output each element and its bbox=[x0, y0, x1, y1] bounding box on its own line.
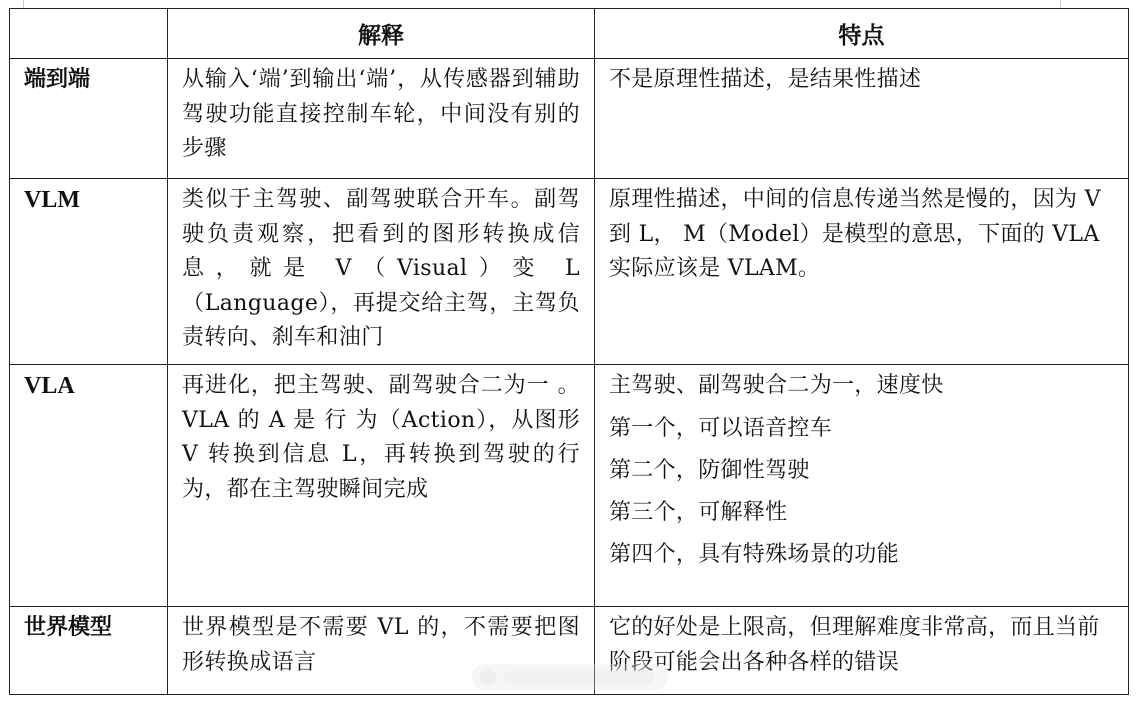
features-clip bbox=[609, 611, 1118, 681]
term-cell: VLM bbox=[10, 179, 168, 365]
feature-item: 第二个，防御性驾驶 bbox=[609, 457, 810, 483]
feature-item: 不是原理性描述，是结果性描述 bbox=[609, 67, 922, 92]
header-cell-explanation: 解释 bbox=[168, 9, 595, 59]
header-row bbox=[10, 9, 1129, 59]
term-cell: VLA bbox=[10, 365, 168, 607]
header-cell-term bbox=[10, 9, 168, 59]
explanation-cell: 类似于主驾驶、副驾驶联合开车。副驾驶负责观察，把看到的图形转换成信息，就是 V（Visual）变 L（Language），再提交给主驾，主驾负责转向、刹车和油门 bbox=[168, 179, 595, 365]
features-cell bbox=[595, 59, 1129, 179]
feature-item: 第四个，具有特殊场景的功能 bbox=[609, 541, 899, 567]
header-cell-features: 特点 bbox=[595, 9, 1129, 59]
explanation-cell: 再进化，把主驾驶、副驾驶合二为一 。 VLA 的 A 是 行 为（Action），从图形 V 转换到信息 L，再转换到驾驶的行为，都在主驾驶瞬间完成 bbox=[168, 365, 595, 607]
watermark-logo bbox=[470, 660, 670, 694]
feature-item: 第一个，可以语音控车 bbox=[609, 415, 833, 441]
page-margin-guide bbox=[23, 0, 1061, 8]
feature-item: 第三个，可解释性 bbox=[609, 499, 788, 525]
feature-item: 主驾驶、副驾驶合二为一，速度快 bbox=[609, 373, 944, 398]
table-row bbox=[10, 365, 1129, 607]
features-cell bbox=[595, 365, 1129, 607]
feature-item: 原理性描述，中间的信息传递当然是慢的，因为 V 到 L， M（Model）是模型的意思，下面的 VLA 实际应该是 VLAM。 bbox=[609, 187, 1101, 281]
comparison-table bbox=[9, 8, 1129, 695]
features-cell bbox=[595, 607, 1129, 695]
features-cell bbox=[595, 179, 1129, 365]
feature-item: 它的好处是上限高，但理解难度非常高，而且当前阶段可能会出各种各样的错误 bbox=[609, 615, 1100, 675]
term-cell: 端到端 bbox=[10, 59, 168, 179]
term-cell: 世界模型 bbox=[10, 607, 168, 695]
table-row bbox=[10, 59, 1129, 179]
table-row bbox=[10, 179, 1129, 365]
explanation-cell: 从输入‘端’到输出‘端’，从传感器到辅助驾驶功能直接控制车轮，中间没有别的步骤 bbox=[168, 59, 595, 179]
explanation-cell: 世界模型是不需要 VL 的，不需要把图形转换成语言 bbox=[168, 607, 595, 695]
